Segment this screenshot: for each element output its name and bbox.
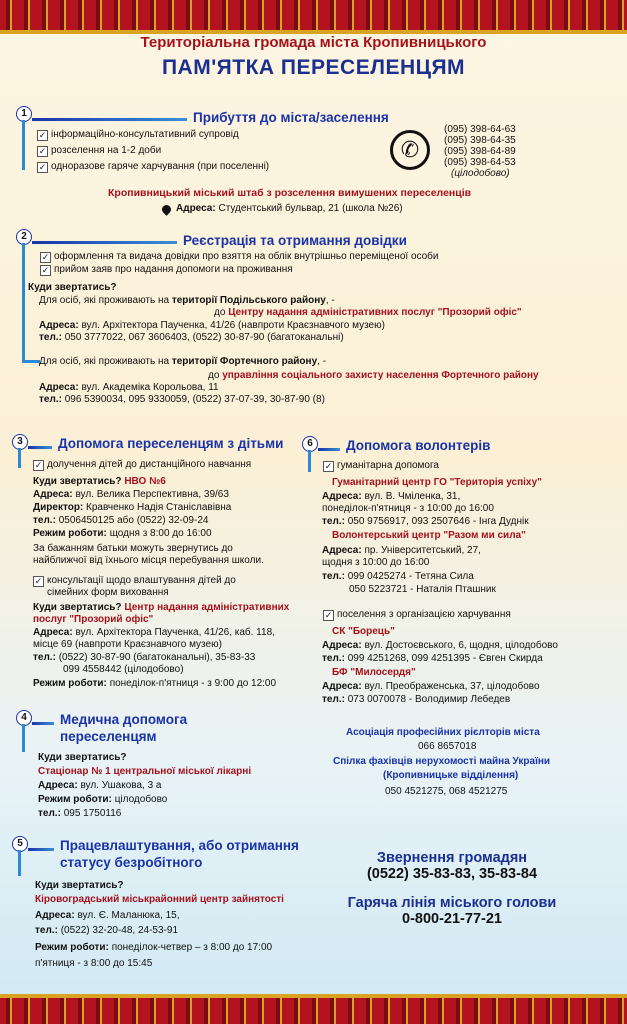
citizens-appeals-title: Звернення громадян (376, 850, 528, 866)
section-1-bar (32, 118, 187, 121)
s6-item-2: поселення з організацією харчування (337, 609, 511, 620)
s6-org-c: СК "Борець" (332, 626, 395, 637)
s1-address: Адреса: Студентський бульвар, 21 (школа №26) (176, 203, 403, 214)
section-5-title-2: статусу безробітного (60, 855, 203, 870)
s6-tel-d: тел.: 073 0070078 - Володимир Лебедев (322, 694, 511, 705)
checkbox-icon: ✓ (324, 610, 333, 620)
checkbox-icon: ✓ (41, 265, 50, 275)
assoc-2-name: Спілка фахівців нерухомості майна України (333, 756, 551, 767)
s3-note-2: найближчої від їхнього місця перебування школи. (33, 555, 264, 566)
s3-note-1: За бажанням батьки можуть звернутись до (33, 543, 233, 554)
s3-org-2b: послуг "Прозорий офіс" (33, 614, 154, 625)
hotline-number: 0-800-21-77-21 (402, 911, 502, 927)
s1-phone-2: (095) 398-64-35 (444, 135, 516, 146)
s2-p2-address: Адреса: вул. Академіка Корольова, 11 (39, 382, 219, 393)
s6-org-b: Волонтерський центр "Разом ми сила" (332, 530, 526, 541)
s6-address-b1: Адреса: пр. Університетський, 27, (322, 545, 481, 556)
header-subtitle: Територіальна громада міста Кропивницького (140, 34, 487, 51)
section-6-title: Допомога волонтерів (346, 438, 491, 453)
section-4-bar (32, 722, 54, 725)
s1-item-2: розселення на 1-2 доби (51, 145, 162, 156)
section-1-title: Прибуття до міста/заселення (193, 110, 389, 125)
s2-p1-line1: Для осіб, які проживають на території Подільського району, - (39, 295, 335, 306)
section-6-bar (318, 448, 340, 451)
citizens-appeals-number: (0522) 35-83-83, 35-83-84 (366, 866, 538, 882)
checkbox-icon: ✓ (34, 576, 43, 586)
section-4-vline (22, 724, 25, 752)
s3-where-1: Куди звертатись? НВО №6 (33, 476, 166, 487)
section-5-bar (28, 848, 54, 851)
hotline-title: Гаряча лінія міського голови (347, 895, 557, 911)
s2-p2-tel: тел.: 096 5390034, 095 9330059, (0522) 37-07-39, 30-87-90 (8) (39, 394, 325, 405)
section-5-title-1: Працевлаштування, або отримання (60, 838, 299, 853)
s6-tel-b1: тел.: 099 0425274 - Тетяна Сила (322, 571, 474, 582)
s3-item-2a: консультації щодо влаштування дітей до (47, 575, 236, 586)
s3-tel-1: тел.: 0506450125 або (0522) 32-09-24 (33, 515, 209, 526)
checkbox-icon: ✓ (38, 146, 47, 156)
checkbox-icon: ✓ (324, 461, 333, 471)
section-1-vline (22, 120, 25, 170)
s6-tel-b2: 050 5223721 - Наталія Пташник (349, 584, 496, 595)
section-number-6: 6 (302, 436, 318, 452)
page-title: ПАМ'ЯТКА ПЕРЕСЕЛЕНЦЯМ (161, 56, 466, 79)
assoc-1-name: Асоціація професійних рієлторів міста (346, 727, 540, 738)
s5-org: Кіровоградський міськрайонний центр зайнятості (35, 894, 284, 905)
s1-item-3: одноразове гаряче харчування (при поселенні) (51, 161, 270, 172)
ornament-top (0, 0, 627, 30)
checkbox-icon: ✓ (41, 252, 50, 262)
section-3-title: Допомога переселенцям з дітьми (58, 436, 284, 451)
s3-mode-1: Режим роботи: щодня з 8:00 до 16:00 (33, 528, 212, 539)
s5-address: Адреса: вул. Є. Маланюка, 15, (35, 910, 180, 921)
section-number-2: 2 (16, 229, 32, 245)
s3-mode-2: Режим роботи: понеділок-п'ятниця - з 9:00 до 12:00 (33, 678, 277, 689)
s2-p2-line1: Для осіб, які проживають на території Фортечного району, - (39, 356, 327, 367)
phone-icon: ✆ (390, 130, 430, 170)
s3-item-1: долучення дітей до дистанційного навчання (47, 459, 252, 470)
section-number-3: 3 (12, 434, 28, 450)
s6-tel-c: тел.: 099 4251268, 099 4251395 - Євген Скирда (322, 653, 543, 664)
s3-item-2b: сімейних форм виховання (47, 587, 169, 598)
section-6-vline (308, 450, 311, 472)
s4-address: Адреса: вул. Ушакова, 3 а (38, 780, 162, 791)
s1-phone-1: (095) 398-64-63 (444, 124, 516, 135)
s5-where: Куди звертатись? (35, 880, 124, 891)
s1-phone-3: (095) 398-64-89 (444, 146, 516, 157)
section-number-1: 1 (16, 106, 32, 122)
s6-address-a1: Адреса: вул. В. Чміленка, 31, (322, 491, 461, 502)
s2-p1-org: до Центру надання адміністративних послуг "Прозорий офіс" (214, 307, 522, 318)
s5-mode-1: Режим роботи: понеділок-четвер – з 8:00 до 17:00 (35, 942, 273, 953)
section-5-vline (18, 850, 21, 876)
section-number-5: 5 (12, 836, 28, 852)
s4-tel: тел.: 095 1750116 (38, 808, 122, 819)
s3-where-2: Куди звертатись? Центр надання адміністративних (33, 602, 290, 613)
s3-director: Директор: Кравченко Надія Станіславівна (33, 502, 232, 513)
s4-org: Стаціонар № 1 центральної міської лікарні (38, 766, 252, 777)
s6-item-1: гуманітарна допомога (337, 460, 439, 471)
ornament-bottom (0, 998, 627, 1024)
section-4-title-2: переселенцям (60, 729, 157, 744)
s2-item-1: оформлення та видача довідки про взяття на облік внутрішньо переміщеної особи (54, 251, 439, 262)
s5-tel: тел.: (0522) 32-20-48, 24-53-91 (35, 925, 179, 936)
section-number-4: 4 (16, 710, 32, 726)
section-3-bar (28, 446, 52, 449)
section-2-bar (32, 241, 177, 244)
s6-address-a2: понеділок-п'ятниця - з 10:00 до 16:00 (322, 503, 494, 514)
s3-address-2a: Адреса: вул. Архітектора Паученка, 41/26, каб. 118, (33, 627, 275, 638)
s2-p1-address: Адреса: вул. Архітектора Паученка, 41/26 (навпроти Краєзнавчого музею) (39, 320, 385, 331)
section-2-vline (22, 243, 25, 363)
section-4-title-1: Медична допомога (60, 712, 188, 727)
checkbox-icon: ✓ (38, 162, 47, 172)
s3-address-2b: місце 69 (навпроти Краєзнавчого музею) (33, 639, 222, 650)
checkbox-icon: ✓ (38, 130, 47, 140)
section-2-title: Реєстрація та отримання довідки (183, 233, 407, 248)
s3-address-1: Адреса: вул. Велика Перспективна, 39/63 (33, 489, 229, 500)
s4-where: Куди звертатись? (38, 752, 127, 763)
s2-where: Куди звертатись? (28, 282, 117, 293)
assoc-2-tel: 050 4521275, 068 4521275 (385, 786, 508, 797)
s2-item-2: прийом заяв про надання допомоги на проживання (54, 264, 293, 275)
section-2-hline (22, 360, 40, 363)
s6-tel-a: тел.: 050 9756917, 093 2507646 - Інга Дуднік (322, 516, 529, 527)
s6-org-a: Гуманітарний центр ГО "Територія успіху" (332, 477, 542, 488)
s6-address-b2: щодня з 10:00 до 16:00 (322, 557, 430, 568)
assoc-1-tel: 066 8657018 (418, 741, 477, 752)
s3-tel-2b: 099 4558442 (цілодобово) (63, 664, 184, 675)
s6-address-c: Адреса: вул. Достоєвського, 6, щодня, цілодобово (322, 640, 558, 651)
s4-mode: Режим роботи: цілодобово (38, 794, 168, 805)
checkbox-icon: ✓ (34, 460, 43, 470)
s1-hq: Кропивницький міський штаб з розселення вимушених переселенців (108, 187, 472, 199)
assoc-2-branch: (Кропивницьке відділення) (383, 770, 519, 781)
location-pin-icon (160, 203, 173, 216)
section-3-vline (18, 448, 21, 468)
s2-p2-org: до управління соціального захисту населення Фортечного району (208, 370, 539, 381)
s5-mode-2: п'ятниця - з 8:00 до 15:45 (35, 958, 153, 969)
s1-item-1: інформаційно-консультативний супровід (51, 129, 239, 140)
s3-tel-2a: тел.: (0522) 30-87-90 (багатоканальні), 35-83-33 (33, 652, 256, 663)
s2-p1-tel: тел.: 050 3777022, 067 3606403, (0522) 30-87-90 (багатоканальні) (39, 332, 344, 343)
s1-phone-note: (цілодобово) (451, 168, 510, 179)
s6-org-d: БФ "Милосердя" (332, 667, 416, 678)
s6-address-d: Адреса: вул. Преображенська, 37, цілодобово (322, 681, 540, 692)
s1-phone-4: (095) 398-64-53 (444, 157, 516, 168)
